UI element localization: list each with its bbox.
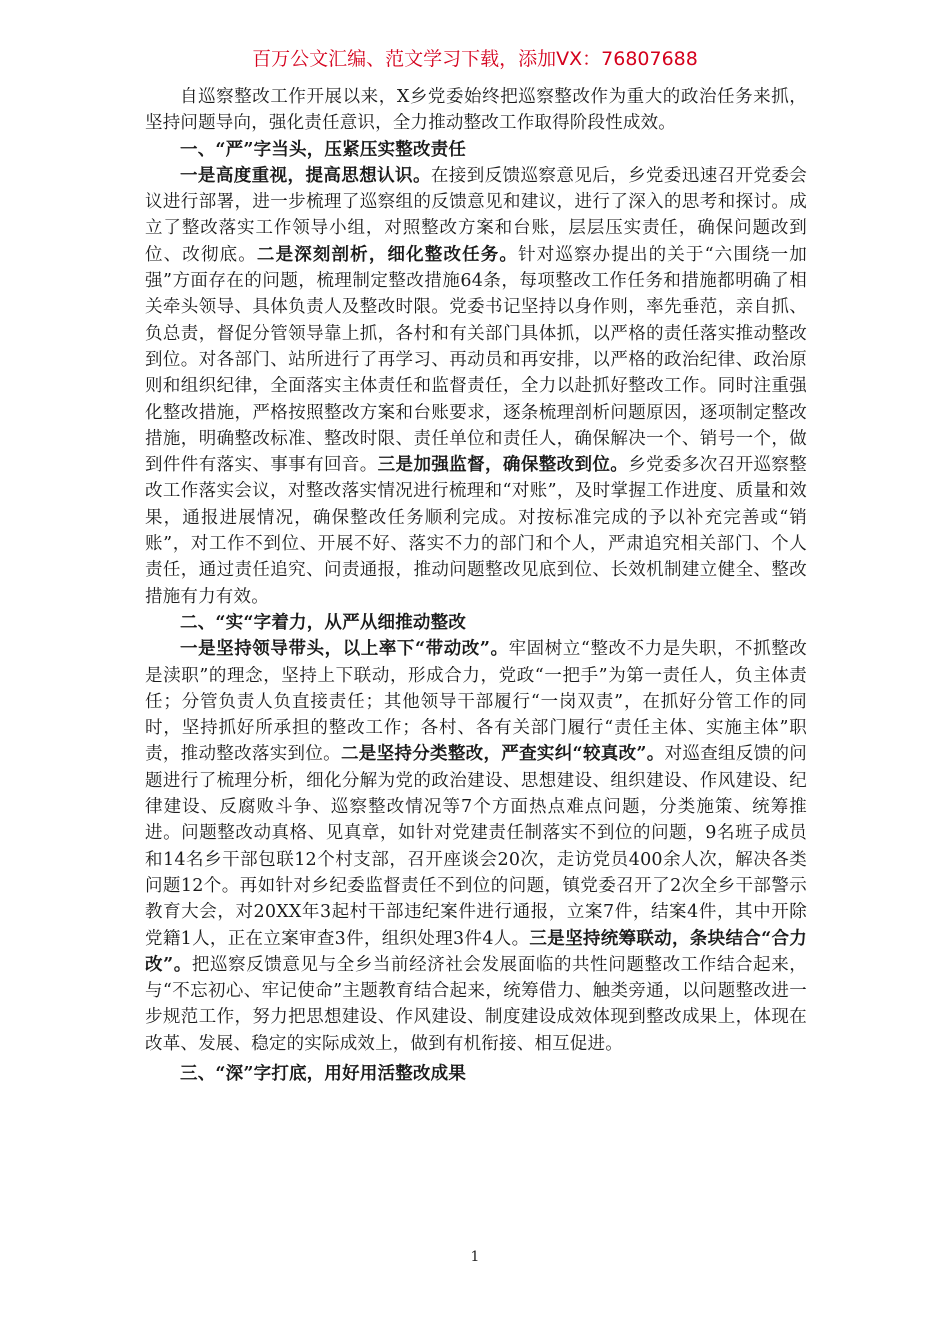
section-heading: 三、“深”字打底，用好用活整改成果 — [180, 1063, 467, 1084]
section-heading: 二、“实“字着力，从严从细推动整改 — [180, 612, 467, 633]
point-lead: 一是坚持领导带头，以上率下“带动改”。 — [180, 639, 509, 660]
document-body — [145, 84, 807, 1087]
point-text: 对巡查组反馈的问题进行了梳理分析，细化分解为党的政治建设、思想建设、组织建设、作风建设、纪律建设、反腐败斗争、巡察整改情况等7个方面热点难点问题，分类施策、统筹推进。问题整改动真格、见真章，如针对党建责任制落实不到位的问题，9名班子成员和14名乡干部包联12个村支部，召开座谈会20次，走访党员400余人次，解决各类问题12个。再如针对乡纪委监督责任不到位的问题，镇党委召开了2次全乡干部警示教育大会，对20XX年3起村干部违纪案件进行通报，立案7件，结案4件，其中开除党籍1人，正在立案审查3件，组织处理3件4人。 — [145, 744, 807, 949]
point-lead: 二是深刻剖析，细化整改任务。 — [256, 244, 519, 265]
point-lead: 二是坚持分类整改，严查实纠“较真改”。 — [340, 744, 665, 765]
point-text: 在接到反馈巡察意见后，乡党委迅速召开党委会议进行部署，进一步梳理了巡察组的反馈意见和建议，进行了深入的思考和探讨。成立了整改落实工作领导小组，对照整改方案和台账，层层压实责任，确保问题改到位、改彻底。 — [145, 165, 807, 265]
promo-banner: 百万公文汇编、范文学习下载，添加VX：76807688 — [252, 48, 698, 70]
section-paragraph — [145, 636, 807, 1057]
point-lead: 三是加强监督，确保整改到位。 — [377, 455, 629, 476]
point-text: 牢固树立“整改不力是失职，不抓整改是渎职”的理念，坚持上下联动，形成合力，党政“一把手”为第一责任人，负主体责任；分管负责人负直接责任；其他领导干部履行“一岗双责”，在抓好分管工作的同时，坚持抓好所承担的整改工作；各村、各有关部门履行“责任主体、实施主体”职责，推动整改落实到位。 — [145, 639, 807, 765]
point-text: 把巡察反馈意见与全乡当前经济社会发展面临的共性问题整改工作结合起来，与“不忘初心、牢记使命”主题教育结合起来，统筹借力、触类旁通，以问题整改进一步规范工作，努力把思想建设、作风建设、制度建设成效体现到整改成果上，体现在改革、发展、稳定的实际成效上，做到有机衔接、相互促进。 — [145, 954, 807, 1054]
page-number: 1 — [470, 1249, 480, 1265]
point-lead: 三是坚持统筹联动，条块结合“合力改”。 — [145, 928, 808, 975]
point-lead: 一是高度重视，提高思想认识。 — [180, 165, 431, 186]
point-text: 乡党委多次召开巡察整改工作落实会议，对整改落实情况进行梳理和“对账”，及时掌握工作进度、质量和效果，通报进展情况，确保整改任务顺利完成。对按标准完成的予以补充完善或“销账”，对工作不到位、开展不好、落实不力的部门和个人，严肃追究相关部门、个人责任，通过责任追究、问责通报，推动问题整改见底到位、长效机制建立健全、整改措施有力有效。 — [145, 455, 807, 607]
section-heading: 一、“严”字当头，压紧压实整改责任 — [180, 139, 467, 160]
point-text: 针对巡察办提出的关于“六围绕一加强”方面存在的问题，梳理制定整改措施64条，每项整改工作任务和措施都明确了相关牵头领导、具体负责人及整改时限。党委书记坚持以身作则，率先垂范，亲自抓、负总责，督促分管领导靠上抓，各村和有关部门具体抓，以严格的责任落实推动整改到位。对各部门、站所进行了再学习、再动员和再安排，以严格的政治纪律、政治原则和组织纪律，全面落实主体责任和监督责任，全力以赴抓好整改工作。同时注重强化整改措施，严格按照整改方案和台账要求，逐条梳理剖析问题原因，逐项制定整改措施，明确整改标准、整改时限、责任单位和责任人，确保解决一个、销号一个，做到件件有落实、事事有回音。 — [145, 244, 807, 476]
intro-paragraph: 自巡察整改工作开展以来，X乡党委始终把巡察整改作为重大的政治任务来抓，坚持问题导向，强化责任意识，全力推动整改工作取得阶段性成效。 — [145, 87, 807, 134]
section-paragraph — [145, 163, 807, 610]
